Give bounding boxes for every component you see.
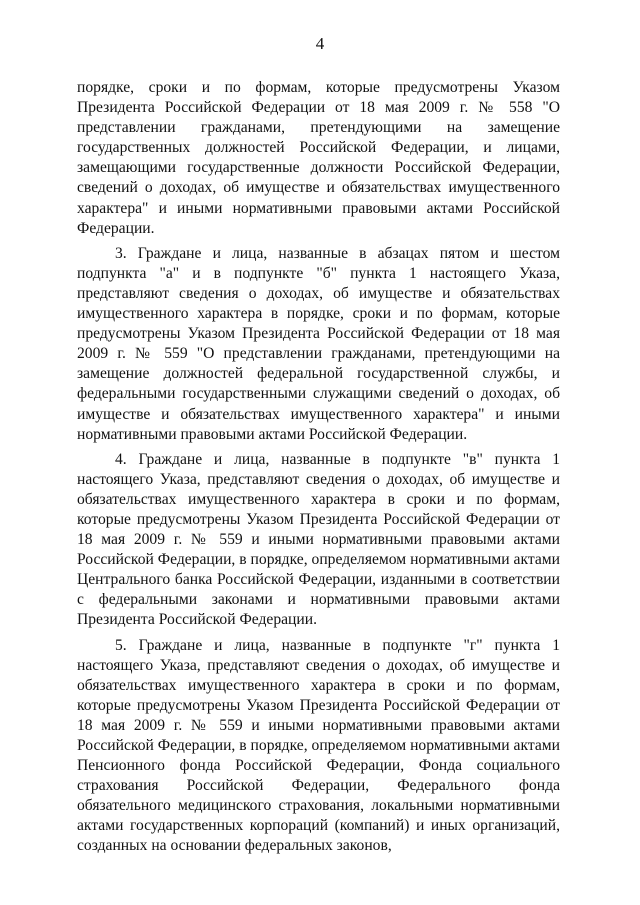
page-number: 4 xyxy=(315,34,325,53)
document-body xyxy=(77,78,560,857)
paragraph-item-5: 5. Граждане и лица, названные в подпункте "г" пункта 1 настоящего Указа, представляют сведения о доходах, об имуществе и обязательствах имущественного характера в сроки и по формам, которые предусмотрены Указом Президента Российской Федерации от 18 мая 2009 г. № 559 и иными нормативными правовыми актами Российской Федерации, в порядке, определяемом нормативными актами Пенсионного фонда Российской Федерации, Фонда социального страхования Российской Федерации, Федерального фонда обязательного медицинского страхования, локальными нормативными актами государственных корпораций (компаний) и иных организаций, созданных на основании федеральных законов, xyxy=(77,636,560,855)
paragraph-item-4: 4. Граждане и лица, названные в подпункте "в" пункта 1 настоящего Указа, представляют сведения о доходах, об имуществе и обязательствах имущественного характера в сроки и по формам, которые предусмотрены Указом Президента Российской Федерации от 18 мая 2009 г. № 559 и иными нормативными правовыми актами Российской Федерации, в порядке, определяемом нормативными актами Центрального банка Российской Федерации, изданными в соответствии с федеральными законами и нормативными правовыми актами Президента Российской Федерации. xyxy=(77,450,560,629)
paragraph-continuation: порядке, сроки и по формам, которые предусмотрены Указом Президента Российской Федерации от 18 мая 2009 г. № 558 "О представлении гражданами, претендующими на замещение государственных должностей Российской Федерации, и лицами, замещающими государственные должности Российской Федерации, сведений о доходах, об имуществе и обязательствах имущественного характера" и иными нормативными правовыми актами Российской Федерации. xyxy=(77,79,560,237)
paragraph-item-3: 3. Граждане и лица, названные в абзацах пятом и шестом подпункта "а" и в подпункте "б" пункта 1 настоящего Указа, представляют сведения о доходах, об имуществе и обязательствах имущественного характера в порядке, сроки и по формам, которые предусмотрены Указом Президента Российской Федерации от 18 мая 2009 г. № 559 "О представлении гражданами, претендующими на замещение должностей федеральной государственной службы, и федеральными государственными служащими сведений о доходах, об имуществе и обязательствах имущественного характера" и иными нормативными правовыми актами Российской Федерации. xyxy=(77,244,560,443)
